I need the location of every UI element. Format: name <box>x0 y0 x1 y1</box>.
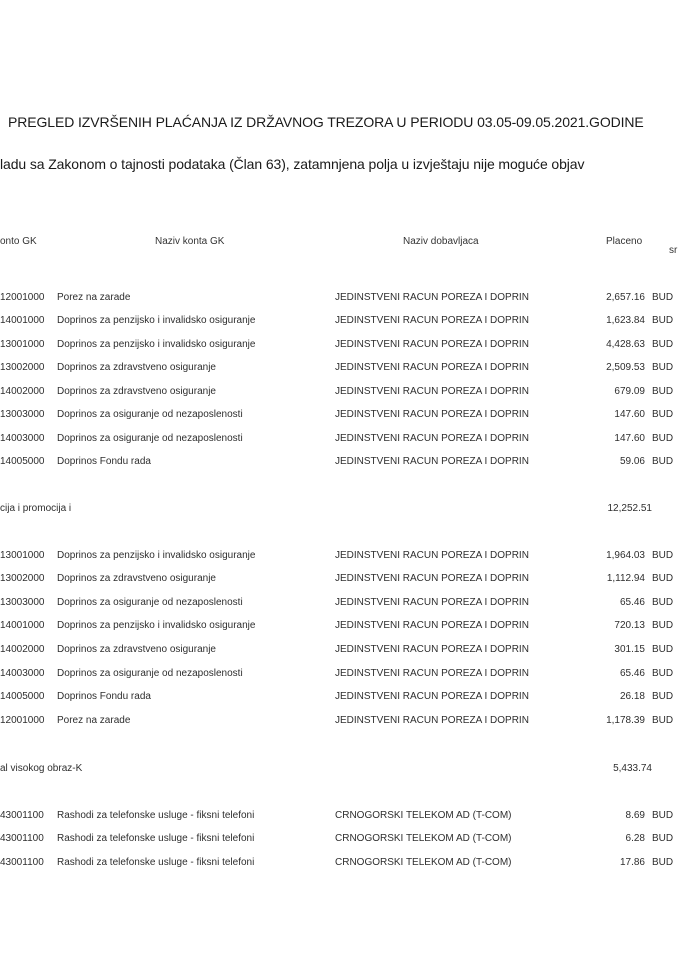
funding-source: BUD <box>652 620 674 631</box>
funding-source: BUD <box>652 715 674 726</box>
table-row <box>0 550 679 564</box>
konto-code: 43001100 <box>0 833 44 844</box>
konto-name: Rashodi za telefonske usluge - fiksni telefoni <box>57 833 255 844</box>
konto-name: Doprinos za penzijsko i invalidsko osiguranje <box>57 620 256 631</box>
funding-source: BUD <box>652 857 674 868</box>
supplier-name: JEDINSTVENI RACUN POREZA I DOPRIN <box>335 691 529 702</box>
konto-name: Rashodi za telefonske usluge - fiksni telefoni <box>57 810 255 821</box>
group-total-label: al visokog obraz-K <box>0 763 83 774</box>
funding-source: BUD <box>652 810 674 821</box>
konto-code: 14003000 <box>0 668 45 679</box>
supplier-name: CRNOGORSKI TELEKOM AD (T-COM) <box>335 810 512 821</box>
konto-code: 14002000 <box>0 386 45 397</box>
funding-source: BUD <box>652 362 674 373</box>
supplier-name: JEDINSTVENI RACUN POREZA I DOPRIN <box>335 339 529 350</box>
supplier-name: JEDINSTVENI RACUN POREZA I DOPRIN <box>335 292 529 303</box>
konto-code: 13001000 <box>0 339 45 350</box>
table-row <box>0 409 679 423</box>
table-row <box>0 597 679 611</box>
table-row <box>0 691 679 705</box>
table-row <box>0 362 679 376</box>
table-row <box>0 339 679 353</box>
supplier-name: CRNOGORSKI TELEKOM AD (T-COM) <box>335 833 512 844</box>
konto-code: 14001000 <box>0 620 45 631</box>
amount-paid: 1,178.39 <box>606 715 645 726</box>
table-row <box>0 857 679 871</box>
konto-code: 14005000 <box>0 456 45 467</box>
funding-source: BUD <box>652 456 674 467</box>
konto-name: Doprinos za zdravstveno osiguranje <box>57 644 216 655</box>
supplier-name: CRNOGORSKI TELEKOM AD (T-COM) <box>335 857 512 868</box>
konto-name: Porez na zarade <box>57 715 131 726</box>
amount-paid: 2,657.16 <box>606 292 645 303</box>
konto-code: 13001000 <box>0 550 45 561</box>
supplier-name: JEDINSTVENI RACUN POREZA I DOPRIN <box>335 456 529 467</box>
konto-name: Rashodi za telefonske usluge - fiksni telefoni <box>57 857 255 868</box>
konto-code: 14002000 <box>0 644 45 655</box>
column-header-izvor: sr <box>669 245 678 256</box>
amount-paid: 147.60 <box>614 409 645 420</box>
konto-name: Doprinos za penzijsko i invalidsko osiguranje <box>57 339 256 350</box>
funding-source: BUD <box>652 386 674 397</box>
table-row <box>0 386 679 400</box>
supplier-name: JEDINSTVENI RACUN POREZA I DOPRIN <box>335 715 529 726</box>
konto-name: Doprinos za osiguranje od nezaposlenosti <box>57 668 243 679</box>
amount-paid: 65.46 <box>619 668 645 679</box>
column-header-dobavljac: Naziv dobavljaca <box>403 236 479 247</box>
konto-code: 14001000 <box>0 315 45 326</box>
table-row <box>0 456 679 470</box>
amount-paid: 2,509.53 <box>606 362 645 373</box>
group-total-amount: 12,252.51 <box>607 503 652 514</box>
table-row <box>0 644 679 658</box>
supplier-name: JEDINSTVENI RACUN POREZA I DOPRIN <box>335 409 529 420</box>
amount-paid: 26.18 <box>619 691 645 702</box>
konto-name: Doprinos za osiguranje od nezaposlenosti <box>57 433 243 444</box>
group-total-row <box>0 503 679 517</box>
konto-name: Doprinos za zdravstveno osiguranje <box>57 573 216 584</box>
table-row <box>0 810 679 824</box>
konto-code: 13003000 <box>0 597 45 608</box>
funding-source: BUD <box>652 315 674 326</box>
column-header-konto: onto GK <box>0 236 37 247</box>
konto-name: Doprinos za osiguranje od nezaposlenosti <box>57 597 243 608</box>
konto-code: 13002000 <box>0 573 45 584</box>
amount-paid: 1,964.03 <box>606 550 645 561</box>
supplier-name: JEDINSTVENI RACUN POREZA I DOPRIN <box>335 644 529 655</box>
group-total-row <box>0 763 679 777</box>
funding-source: BUD <box>652 833 674 844</box>
konto-name: Doprinos za penzijsko i invalidsko osiguranje <box>57 550 256 561</box>
table-row <box>0 833 679 847</box>
konto-code: 14005000 <box>0 691 45 702</box>
amount-paid: 4,428.63 <box>606 339 645 350</box>
funding-source: BUD <box>652 339 674 350</box>
confidentiality-notice: ladu sa Zakonom o tajnosti podataka (Član 63), zatamnjena polja u izvještaju nije moguće objav <box>0 156 585 172</box>
table-row <box>0 292 679 306</box>
konto-code: 43001100 <box>0 810 44 821</box>
table-row <box>0 315 679 329</box>
funding-source: BUD <box>652 597 674 608</box>
table-row <box>0 573 679 587</box>
funding-source: BUD <box>652 691 674 702</box>
konto-code: 13003000 <box>0 409 45 420</box>
konto-code: 12001000 <box>0 715 45 726</box>
konto-name: Porez na zarade <box>57 292 131 303</box>
amount-paid: 720.13 <box>614 620 645 631</box>
konto-name: Doprinos za penzijsko i invalidsko osiguranje <box>57 315 256 326</box>
konto-name: Doprinos Fondu rada <box>57 691 151 702</box>
funding-source: BUD <box>652 409 674 420</box>
funding-source: BUD <box>652 550 674 561</box>
amount-paid: 679.09 <box>614 386 645 397</box>
supplier-name: JEDINSTVENI RACUN POREZA I DOPRIN <box>335 315 529 326</box>
report-title: PREGLED IZVRŠENIH PLAĆANJA IZ DRŽAVNOG TREZORA U PERIODU 03.05-09.05.2021.GODINE <box>8 114 644 130</box>
supplier-name: JEDINSTVENI RACUN POREZA I DOPRIN <box>335 433 529 444</box>
supplier-name: JEDINSTVENI RACUN POREZA I DOPRIN <box>335 620 529 631</box>
funding-source: BUD <box>652 644 674 655</box>
supplier-name: JEDINSTVENI RACUN POREZA I DOPRIN <box>335 597 529 608</box>
konto-code: 14003000 <box>0 433 45 444</box>
table-row <box>0 620 679 634</box>
column-header-naziv-konta: Naziv konta GK <box>155 236 225 247</box>
amount-paid: 147.60 <box>614 433 645 444</box>
table-row <box>0 715 679 729</box>
amount-paid: 17.86 <box>619 857 645 868</box>
konto-code: 13002000 <box>0 362 45 373</box>
funding-source: BUD <box>652 573 674 584</box>
amount-paid: 59.06 <box>619 456 645 467</box>
supplier-name: JEDINSTVENI RACUN POREZA I DOPRIN <box>335 668 529 679</box>
supplier-name: JEDINSTVENI RACUN POREZA I DOPRIN <box>335 573 529 584</box>
table-row <box>0 668 679 682</box>
konto-name: Doprinos za zdravstveno osiguranje <box>57 386 216 397</box>
konto-name: Doprinos za osiguranje od nezaposlenosti <box>57 409 243 420</box>
konto-name: Doprinos Fondu rada <box>57 456 151 467</box>
konto-name: Doprinos za zdravstveno osiguranje <box>57 362 216 373</box>
group-total-amount: 5,433.74 <box>613 763 652 774</box>
supplier-name: JEDINSTVENI RACUN POREZA I DOPRIN <box>335 386 529 397</box>
funding-source: BUD <box>652 433 674 444</box>
amount-paid: 8.69 <box>625 810 645 821</box>
konto-code: 43001100 <box>0 857 44 868</box>
amount-paid: 65.46 <box>619 597 645 608</box>
supplier-name: JEDINSTVENI RACUN POREZA I DOPRIN <box>335 550 529 561</box>
supplier-name: JEDINSTVENI RACUN POREZA I DOPRIN <box>335 362 529 373</box>
amount-paid: 1,112.94 <box>606 573 645 584</box>
column-header-placeno: Placeno <box>606 236 643 247</box>
funding-source: BUD <box>652 668 674 679</box>
amount-paid: 1,623.84 <box>606 315 645 326</box>
amount-paid: 301.15 <box>614 644 645 655</box>
table-row <box>0 433 679 447</box>
group-total-label: cija i promocija i <box>0 503 72 514</box>
funding-source: BUD <box>652 292 674 303</box>
amount-paid: 6.28 <box>625 833 645 844</box>
konto-code: 12001000 <box>0 292 45 303</box>
